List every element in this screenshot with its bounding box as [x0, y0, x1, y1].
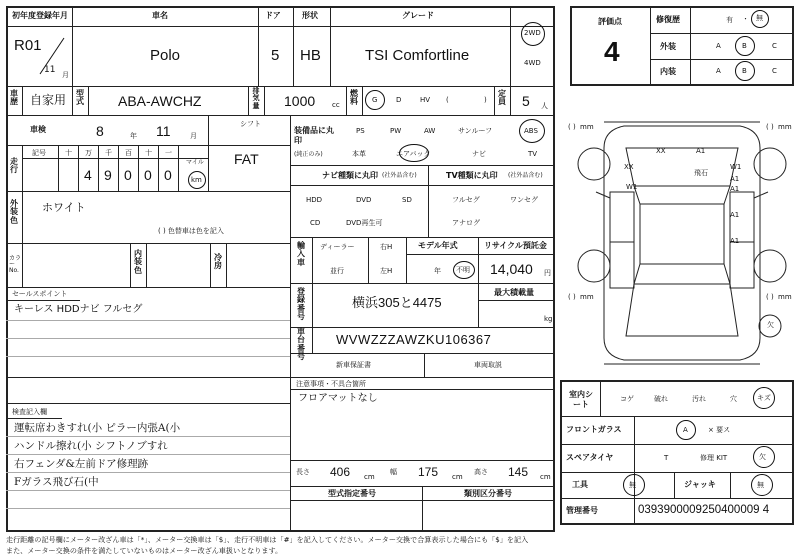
max-load-label: 最大積載量 — [494, 288, 534, 297]
equipment-label: 装備品に丸印 — [294, 126, 334, 145]
color-label: 外装色 — [10, 199, 18, 225]
mgmt-no: 0393900009250400009 4 — [638, 504, 770, 516]
import-right: 右H — [380, 243, 393, 251]
inspection-label: 車検 — [30, 125, 46, 134]
seat-label: 室内シート — [569, 390, 593, 410]
spare-kit: 修理 KIT — [700, 454, 728, 462]
inspection-month-unit: 月 — [190, 132, 197, 140]
max-load-unit: kg — [544, 315, 553, 323]
digit-label: 一 — [165, 149, 172, 157]
diag-w1-2: W1 — [626, 183, 638, 191]
notes-text: フロアマットなし — [298, 393, 378, 404]
repair-dot: ・ — [742, 15, 749, 23]
digit-value: 0 — [144, 167, 152, 183]
drive-4wd: 4WD — [524, 59, 541, 67]
fuel-other: ( — [446, 96, 449, 104]
diag-ketsu: 欠 — [767, 321, 774, 329]
width-label: 幅 — [390, 468, 397, 476]
navi-hdd: HDD — [306, 196, 323, 204]
drive-2wd: 2WD — [524, 29, 541, 37]
shift-value: FAT — [234, 151, 259, 167]
model-value: ABA-AWCHZ — [118, 93, 202, 109]
seat-koge: コゲ — [620, 395, 634, 403]
reg-year: R01 — [14, 37, 42, 54]
score-value: 4 — [604, 36, 620, 67]
navi-sd: SD — [402, 196, 412, 204]
digit-label: 十 — [145, 149, 152, 157]
import-dealer: ディーラー — [320, 243, 355, 251]
grade-value: TSI Comfortline — [365, 47, 470, 64]
usage-value: 自家用 — [30, 93, 67, 107]
inspection-month: 11 — [156, 123, 171, 139]
tv-label: TV種類に丸印 — [446, 171, 498, 180]
jack-label: ジャッキ — [684, 480, 716, 489]
fuel-hv: HV — [420, 96, 431, 104]
car-name-label: 車名 — [152, 11, 168, 20]
navi-dvd-play: DVD再生可 — [346, 219, 383, 227]
import-label: 輸入車 — [297, 241, 305, 267]
inspector-label: 検査記入欄 — [12, 408, 47, 416]
diag-paren-4: ( ) — [766, 293, 774, 301]
diag-mm-1: mm — [580, 123, 594, 131]
recycle-label: リサイクル預託金 — [484, 241, 547, 250]
equip-navi: ナビ — [472, 150, 486, 158]
score-label: 評価点 — [598, 17, 622, 26]
jack-none: 無 — [757, 481, 764, 489]
digit-label: 万 — [85, 149, 92, 157]
length-value: 406 — [330, 465, 351, 479]
displacement-label: 排気量 — [252, 87, 260, 110]
equip-abs: ABS — [524, 127, 538, 135]
capacity-label: 定員 — [498, 89, 506, 107]
registration-value: 横浜305と4475 — [352, 295, 442, 310]
diag-paren-3: ( ) — [568, 293, 576, 301]
tv-oneseg: ワンセグ — [510, 196, 538, 204]
inspector-line1: 運転席わきすれ(小 ピラー内張A(小 — [14, 422, 181, 434]
car-history-label: 車歴 — [10, 89, 18, 107]
first-reg-label: 初年度登録年月 — [12, 11, 68, 20]
digit-label: 十 — [65, 149, 72, 157]
sales-label: セールスポイント — [12, 290, 68, 298]
warranty-manual: 車両取説 — [474, 361, 502, 369]
fuel-d: D — [396, 96, 402, 104]
class-no-label: 類別区分番号 — [464, 489, 512, 498]
diag-a1-1: A1 — [696, 147, 706, 155]
length-unit: cm — [364, 473, 375, 481]
warranty-new-car: 新車保証書 — [336, 361, 371, 369]
mgmt-label: 管理番号 — [566, 506, 598, 515]
mile-unit: マイル — [186, 159, 204, 166]
digit-value: 0 — [124, 167, 132, 183]
digit-value: 0 — [164, 167, 172, 183]
glass-label: フロントガラス — [566, 425, 622, 434]
color-no-label: カラーNo. — [9, 255, 22, 274]
seat-kizu: キズ — [757, 394, 771, 402]
navi-cd: CD — [310, 219, 321, 227]
km-unit: km — [191, 176, 202, 184]
digit-label: 百 — [125, 149, 132, 157]
recycle-yen: 円 — [544, 269, 551, 277]
fuel-g: G — [372, 96, 378, 104]
equip-sunroof: サンルーフ — [458, 127, 493, 135]
diag-xx-2: XX — [624, 163, 634, 171]
type-no-label: 型式指定番号 — [328, 489, 376, 498]
repair-no: 無 — [756, 14, 763, 22]
ext-c: C — [772, 42, 777, 50]
interior-color-label: 内装色 — [134, 249, 142, 275]
color-note: ( ) 色替車は色を記入 — [158, 227, 224, 235]
ext-b: B — [742, 42, 747, 50]
reg-month: 11 — [44, 65, 56, 75]
int-a: A — [716, 67, 721, 75]
height-value: 145 — [508, 465, 529, 479]
color-value: ホワイト — [42, 201, 86, 214]
ext-a: A — [716, 42, 721, 50]
repair-label: 修復歴 — [656, 15, 680, 24]
int-c: C — [772, 67, 777, 75]
import-parallel: 並行 — [330, 267, 344, 275]
diag-xx-1: XX — [656, 147, 666, 155]
exterior-label: 外装 — [660, 42, 676, 51]
cc-unit: cc — [332, 101, 340, 109]
spare-none: 欠 — [759, 453, 766, 461]
int-b: B — [742, 67, 747, 75]
interior-label: 内装 — [660, 67, 676, 76]
model-year-label: モデル年式 — [418, 241, 458, 250]
height-unit: cm — [540, 473, 551, 481]
spare-t: T — [664, 454, 669, 462]
capacity-unit: 人 — [541, 102, 548, 110]
tv-sub: (社外品含む) — [508, 172, 543, 179]
diag-a1-2: A1 — [730, 175, 740, 183]
import-left: 左H — [380, 267, 393, 275]
glass-a: A — [683, 426, 688, 434]
grade-label: グレード — [402, 11, 434, 20]
footer-line1: 走行距離の記号欄にメーター改ざん車は「*」、メーター交換車は「$」、走行不明車は「#」を記入してください。メーター交換で合算表示した場合にも「$」を記入 — [6, 535, 529, 544]
tv-analog: アナログ — [452, 219, 480, 227]
height-label: 高さ — [474, 468, 488, 476]
inspector-line3: 右フェンダ&左前ドア修理跡 — [14, 458, 149, 470]
width-unit: cm — [452, 473, 463, 481]
tool-label: 工具 — [572, 480, 588, 489]
door-count: 5 — [271, 47, 280, 64]
repair-yes: 有 — [726, 16, 733, 24]
inspector-line2: ハンドル擦れ(小 シフトノブすれ — [14, 440, 168, 452]
diag-mm-3: mm — [580, 293, 594, 301]
cold-label: 冷房 — [214, 253, 222, 271]
model-year-unknown: 不明 — [456, 266, 470, 274]
seat-ana: 穴 — [730, 395, 737, 403]
equip-leather: 本革 — [352, 150, 366, 158]
equip-pw: PW — [390, 127, 402, 135]
equipment-sub: (純正のみ) — [294, 151, 323, 158]
length-label: 長さ — [296, 468, 310, 476]
diag-hishi: 飛石 — [694, 169, 708, 177]
model-label: 型式 — [76, 89, 84, 107]
inspection-year: 8 — [96, 123, 104, 139]
fuel-label: 燃料 — [350, 89, 358, 107]
diag-mm-2: mm — [778, 123, 792, 131]
glass-x: × 要ス — [708, 426, 731, 434]
diag-w1-1: W1 — [730, 163, 742, 171]
equip-ps: PS — [356, 127, 365, 135]
car-name: Polo — [150, 47, 181, 64]
door-label: ドア — [265, 11, 281, 20]
shift-label: シフト — [240, 120, 261, 128]
footer-line2: また、メーター交換の条件を満たしていないものはメーター改ざん車扱いとなります。 — [6, 546, 283, 555]
diag-a1-3: A1 — [730, 185, 740, 193]
fuel-close: ) — [484, 96, 487, 104]
model-year-unit: 年 — [434, 267, 441, 275]
vin-label: 車台番号 — [297, 327, 305, 362]
mileage-sym-label: 記号 — [32, 149, 46, 157]
navi-label: ナビ種類に丸印 — [322, 171, 378, 180]
notes-label: 注意事項・不具合箇所 — [296, 380, 366, 388]
body-type-label: 形状 — [302, 11, 318, 20]
seat-yabure: 破れ — [654, 395, 668, 403]
diag-mm-4: mm — [778, 293, 792, 301]
reg-month-unit: 月 — [62, 71, 69, 79]
car-body-diagram — [574, 108, 790, 378]
registration-label: 登録番号 — [297, 287, 305, 322]
equip-aw: AW — [424, 127, 436, 135]
width-value: 175 — [418, 465, 439, 479]
inspection-year-unit: 年 — [130, 132, 137, 140]
inspector-line4: Fガラス飛び石(中 — [14, 476, 99, 488]
recycle-value: 14,040 — [490, 261, 533, 277]
vin-value: WVWZZZAWZKU106367 — [336, 332, 492, 347]
displacement-value: 1000 — [284, 93, 316, 109]
tool-none: 無 — [629, 481, 636, 489]
digit-value: 9 — [104, 167, 112, 183]
navi-sub: (社外品含む) — [382, 172, 417, 179]
diag-paren-1: ( ) — [568, 123, 576, 131]
diag-a1-5: A1 — [730, 237, 740, 245]
digit-value: 4 — [84, 167, 92, 183]
capacity-value: 5 — [522, 93, 530, 109]
seat-yogore: 汚れ — [692, 395, 706, 403]
diag-a1-4: A1 — [730, 211, 740, 219]
equip-airbag: エアバック — [396, 150, 431, 158]
spare-label: スペアタイヤ — [566, 453, 614, 462]
sales-text: キーレス HDDナビ フルセグ — [14, 304, 143, 315]
diag-paren-2: ( ) — [766, 123, 774, 131]
mileage-label: 走行 — [10, 157, 18, 175]
tv-fullseg: フルセグ — [452, 196, 480, 204]
body-type: HB — [300, 47, 321, 64]
navi-dvd: DVD — [356, 196, 372, 204]
digit-label: 千 — [105, 149, 112, 157]
equip-tv: TV — [528, 150, 538, 158]
